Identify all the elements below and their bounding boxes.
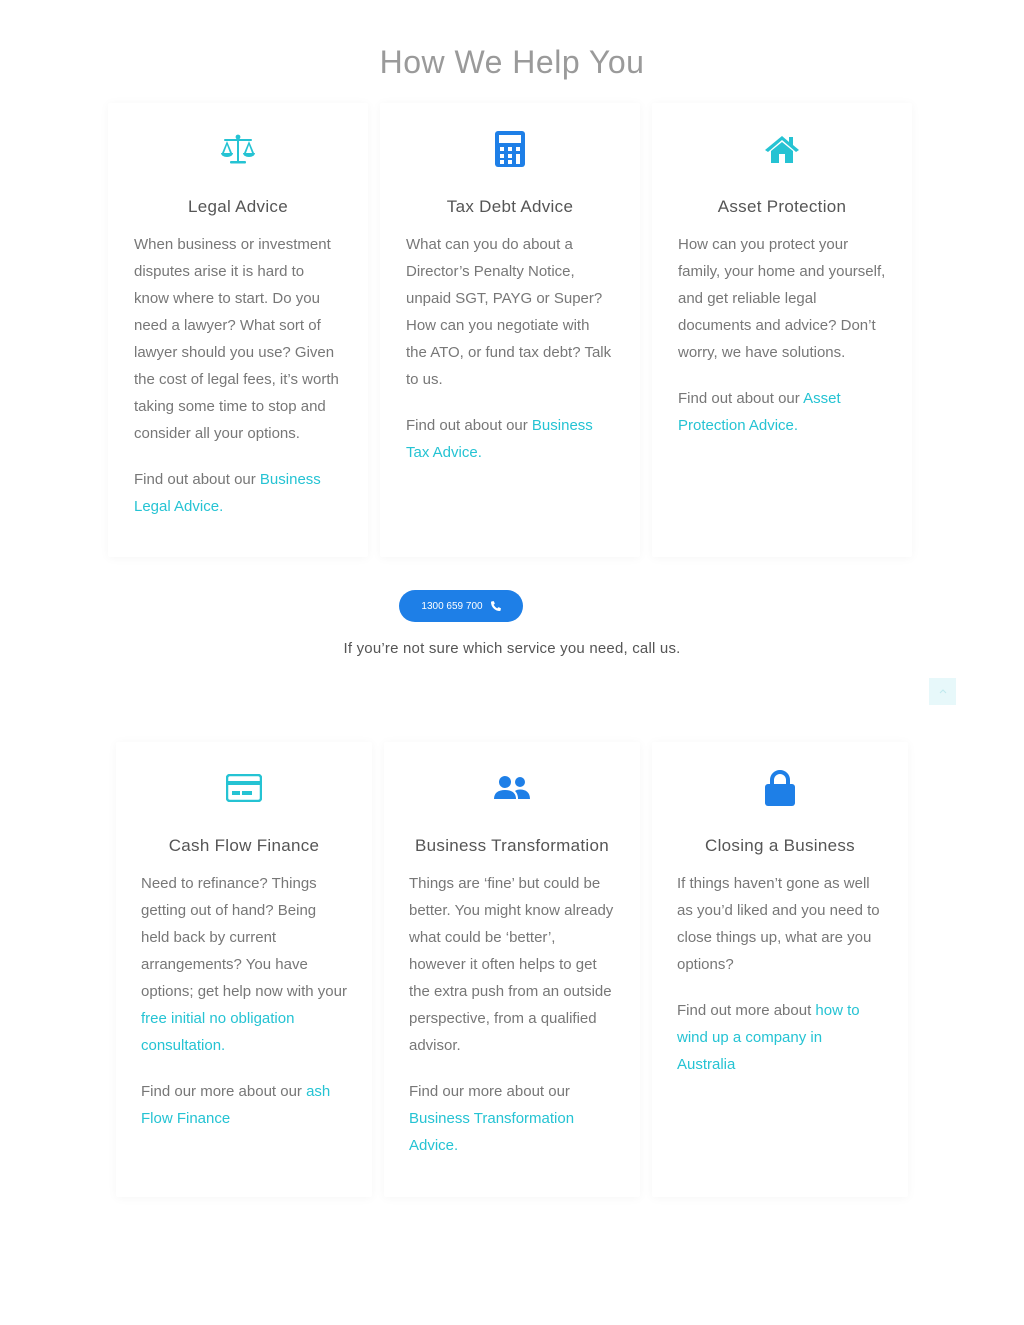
find-out-prefix: Find our more about our <box>141 1083 307 1100</box>
scale-icon <box>134 127 342 171</box>
page-title: How We Help You <box>379 44 645 80</box>
card-description <box>141 870 347 1059</box>
business-legal-advice-link[interactable]: Business Legal Advice. <box>134 471 321 515</box>
home-icon <box>678 127 886 171</box>
card-find-out <box>409 1078 615 1159</box>
wind-up-company-link[interactable]: how to wind up a company in Australia <box>677 1002 860 1073</box>
business-transformation-advice-link[interactable]: Business Transformation Advice. <box>409 1110 575 1154</box>
find-out-prefix: Find out about our <box>134 471 260 488</box>
card-description: What can you do about a Director’s Penalty Notice, unpaid SGT, PAYG or Super? How can you negotiate with the ATO, or fund tax debt? Talk to us. <box>406 236 612 388</box>
lock-icon <box>677 766 883 810</box>
card-description: If things haven’t gone as well as you’d liked and you need to close things up, what are you options? <box>677 875 880 973</box>
find-out-prefix: Find out about our <box>678 390 804 407</box>
service-card-cash-flow-finance <box>116 742 372 1197</box>
chevron-up-icon <box>939 689 947 694</box>
card-find-out <box>134 466 342 520</box>
card-title: Legal Advice <box>187 197 288 216</box>
card-title: Asset Protection <box>717 197 847 216</box>
card-find-out <box>141 1078 347 1132</box>
calculator-icon <box>406 127 614 171</box>
service-card-legal-advice <box>108 103 368 557</box>
card-description: When business or investment disputes arise it is hard to know where to start. Do you need a lawyer? What sort of lawyer should you use? Given the cost of legal fees, it’s worth taking some time to stop and consider all your options. <box>134 236 339 442</box>
services-row-top <box>108 103 912 557</box>
find-out-prefix: Find out about our <box>406 417 532 434</box>
service-card-closing-a-business <box>652 742 908 1197</box>
service-card-business-transformation <box>384 742 640 1197</box>
call-phone-button[interactable] <box>399 590 523 622</box>
find-out-prefix: Find our more about our <box>409 1083 570 1100</box>
phone-icon <box>491 601 501 611</box>
users-icon <box>409 766 615 810</box>
phone-number: 1300 659 700 <box>421 600 483 612</box>
service-card-asset-protection <box>652 103 912 557</box>
card-description: How can you protect your family, your home and yourself, and get reliable legal documents and advice? Don’t worry, we have solutions. <box>678 236 886 361</box>
card-find-out <box>406 412 614 466</box>
free-consultation-link[interactable]: free initial no obligation consultation. <box>141 1010 295 1054</box>
asset-protection-advice-link[interactable]: Asset Protection Advice. <box>678 390 841 434</box>
services-row-bottom <box>116 742 908 1197</box>
card-title: Cash Flow Finance <box>168 836 320 855</box>
card-title: Business Transformation <box>415 836 609 855</box>
scroll-to-top-button[interactable] <box>929 678 956 705</box>
credit-card-icon <box>141 766 347 810</box>
card-title: Closing a Business <box>705 836 855 855</box>
card-find-out <box>677 997 883 1078</box>
card-description-text: Need to refinance? Things getting out of hand? Being held back by current arrangements? You have options; get help now with your <box>141 875 347 1000</box>
card-find-out <box>678 385 886 439</box>
find-out-prefix: Find out more about <box>677 1002 816 1019</box>
card-description: Things are ‘fine’ but could be better. You might know already what could be ‘better’, however it often helps to get the extra push from an outside perspective, from a qualified advisor. <box>409 875 614 1054</box>
help-text: If you’re not sure which service you need, call us. <box>343 640 681 657</box>
service-card-tax-debt-advice <box>380 103 640 557</box>
cash-flow-finance-link[interactable]: ash Flow Finance <box>141 1083 331 1127</box>
card-title: Tax Debt Advice <box>446 197 574 216</box>
business-tax-advice-link[interactable]: Business Tax Advice. <box>406 417 593 461</box>
